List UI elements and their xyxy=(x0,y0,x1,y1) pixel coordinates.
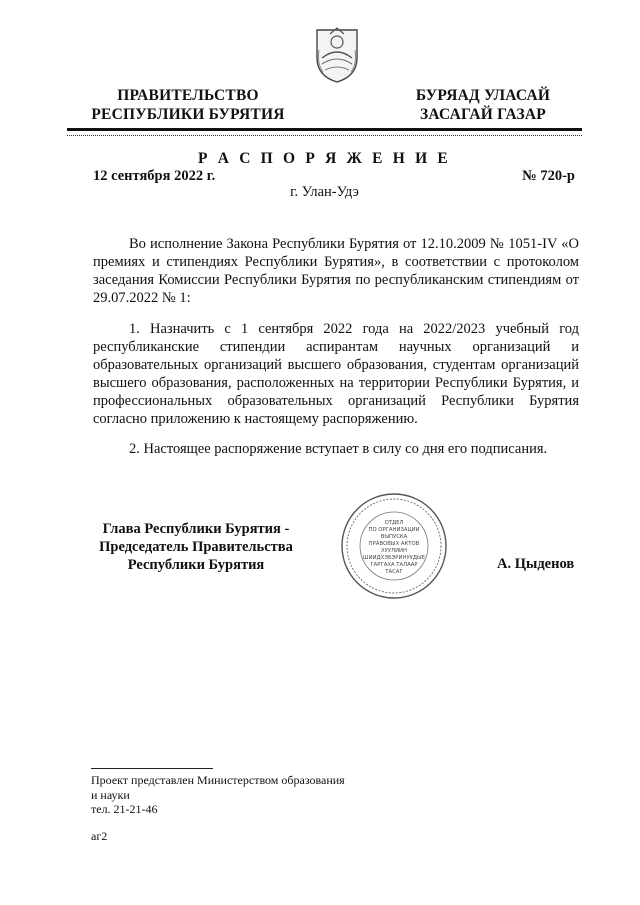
stamp-line-4: ПРАВОВЫХ АКТОВ xyxy=(368,541,420,547)
footnote-line2: и науки xyxy=(91,787,130,802)
stamp-line-8: ТАСАГ xyxy=(385,569,403,575)
position-line2: Председатель Правительства xyxy=(99,539,293,555)
document-date: 12 сентября 2022 г. xyxy=(93,168,216,184)
stamp-line-1: ОТДЕЛ xyxy=(384,520,404,526)
stamp-line-3: ВЫПУСКА xyxy=(380,534,408,540)
signer-name: А. Цыденов xyxy=(497,556,575,572)
round-seal-icon xyxy=(339,491,449,601)
position-line1: Глава Республики Бурятия - xyxy=(102,521,290,537)
footnote-line1: Проект представлен Министерством образования xyxy=(91,773,345,787)
document-city: г. Улан-Удэ xyxy=(290,184,359,200)
item-2-paragraph: 2. Настоящее распоряжение вступает в силу со дня его подписания. xyxy=(129,441,548,457)
document-number: № 720-р xyxy=(522,168,575,184)
signature-position xyxy=(80,520,312,574)
stamp-line-7: ГАРГАХА ТАЛААР xyxy=(370,562,418,568)
footnote-line3: тел. 21-21-46 xyxy=(91,802,158,816)
document-title: Р А С П О Р Я Ж Е Н И Е xyxy=(198,150,451,167)
position-line3: Республики Бурятия xyxy=(127,557,265,573)
stamp-line-6: ШИИДХЭБЭРИНУУДЫЕ xyxy=(362,555,426,561)
document-code: аг2 xyxy=(91,829,108,843)
header-left xyxy=(80,86,296,124)
footnote-divider xyxy=(91,768,213,769)
header-left-line1: ПРАВИТЕЛЬСТВО xyxy=(117,87,259,104)
header-divider xyxy=(67,128,582,131)
stamp-line-2: ПО ОРГАНИЗАЦИИ xyxy=(368,527,420,533)
header-right-line1: БУРЯАД УЛАСАЙ xyxy=(415,87,551,104)
header-right-line2: ЗАСАГАЙ ГАЗАР xyxy=(420,106,546,123)
coat-of-arms-icon xyxy=(313,24,361,84)
stamp-line-5: ХУУЛИИН xyxy=(381,548,407,554)
header-left-line2: РЕСПУБЛИКИ БУРЯТИЯ xyxy=(91,106,285,123)
item-1-paragraph: 1. Назначить с 1 сентября 2022 года на 2022/2023 учебный год республиканские стипендии аспирантам научных организаций и образовательных организаций высшего образования, студентам организаций высшего образования, расположенных на территории Республики Бурятия, и профессиональных образовательных организаций Республики Бурятия согласно приложению к настоящему распоряжению. xyxy=(93,321,579,427)
header-right xyxy=(398,86,568,124)
intro-paragraph: Во исполнение Закона Республики Бурятия от 12.10.2009 № 1051-IV «О премиях и стипендиях Республики Бурятия», в соответствии с протоколом заседания Комиссии Республики Бурятия по республиканским стипендиям от 29.07.2022 № 1: xyxy=(93,236,579,306)
header-dotted-divider xyxy=(67,135,582,136)
footnote xyxy=(91,773,391,817)
